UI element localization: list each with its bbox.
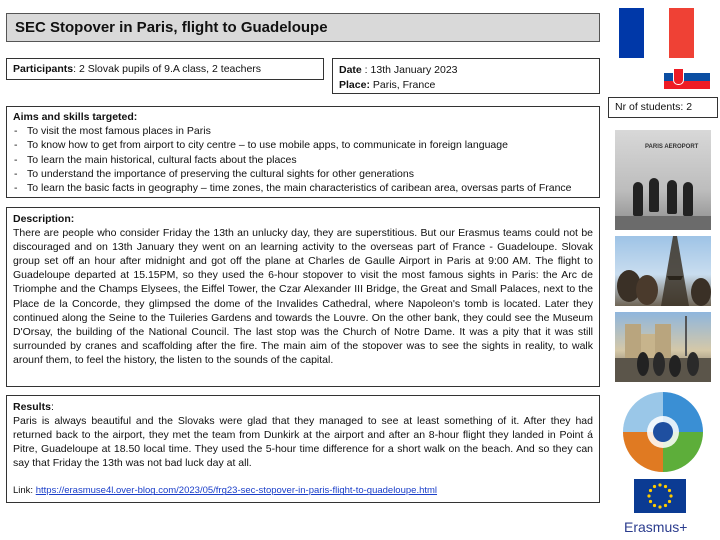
results-text: Paris is always beautiful and the Slovaks were glad that they managed to see at least something of it. After they had returned back to the airport, they met the team from Dunkirk at the airport and after an 8-hour flight they landed in Point á Pitre, Guadeloupe at 18.50 local time. They used the 5-hour time difference for a short walk on the beach. And so they can say that Friday the 13th was not bad luck day at all. [13,415,593,470]
participants-box [6,58,324,80]
cathedral-icon [615,312,711,382]
participants-value: : 2 Slovak pupils of 9.A class, 2 teachers [73,63,262,75]
students-count: Nr of students: 2 [615,101,693,113]
list-item: - To know how to get from airport to city centre – to use mobile apps, to communicate in foreign language [13,138,593,152]
participants-label: Participants [13,63,74,75]
article-link[interactable]: https://erasmuse4l.over-blog.com/2023/05/frg23-sec-stopover-in-paris-flight-to-guadeloupe.html [35,485,438,497]
eiffel-tower-icon [615,236,711,306]
date-place-box [332,58,600,94]
list-item: - To learn the main historical, cultural facts about the places [13,153,593,167]
airport-sign: PARIS AEROPORT [645,144,699,150]
page-title [6,13,600,42]
link-label: Link: [13,485,36,497]
slovakia-coat-of-arms-icon [673,68,684,85]
results-heading-colon: : [50,401,54,413]
students-count-box [608,97,718,118]
place-value: Paris, France [369,79,436,91]
description-text: There are people who consider Friday the 13th an unlucky day, they are superstitious. But our Erasmus teams could not be discouraged and on 13th January they went on an learning activity to the overseas part of France - Guadeloupe. Slovak group set off an hour after midnight and got off the plane at Charles de Gaulle Airport in Paris at 9:00 AM. The flight to Guadeloupe departed at 15.15PM, so they used the 6-hour stopover to visit the most famous sights in Paris: the Arc de Triomphe and the Champs Elysees, the Eiffel Tower, the Czar Alexander III Bridge, the Great and Small Palaces, next to the Place de la Concorde, they glimpsed the dome of the Invalides Cathedral, where Napoleon's tomb is located. Later they continued along the Seine to the Tuileries Gardens and towards the Louvre. On the other bank, they could see the Museum D'Orsay, the building of the National Council. The last stop was the Church of Notre Dame. It was a pity that it was still surrounded by cranes and scaffolding after the fire. The main aim of the stopover was to see the sights in reality, to walk arounf them, to feel the history, the listen to the sounds of the capital. [13,227,593,366]
aims-box [6,106,600,198]
aims-heading: Aims and skills targeted: [13,111,138,123]
place-label: Place: [339,79,370,91]
date-value: : 13th January 2023 [361,64,458,76]
france-flag-icon [619,8,694,58]
erasmus-project-logo-icon [620,390,706,474]
list-item: - To understand the importance of preserving the cultural sights for other generations [13,167,593,181]
slovakia-flag-icon [664,65,710,89]
date-label: Date [339,64,362,76]
erasmus-plus-logo: Erasmus+ [624,519,688,535]
photo-airport [615,130,711,230]
list-item: - To visit the most famous places in Paris [13,124,593,138]
photo-eiffel-tower [615,236,711,306]
results-heading: Results [13,401,51,413]
photo-notre-dame [615,312,711,382]
eu-flag-icon [634,479,686,513]
page-title-text: SEC Stopover in Paris, flight to Guadeloupe [15,19,328,36]
aims-list [13,124,593,195]
description-heading: Description: [13,213,75,225]
list-item: - To learn the basic facts in geography – time zones, the main characteristics of caribean area, oversas parts of France [13,181,593,195]
results-box [6,395,600,503]
description-box [6,207,600,387]
